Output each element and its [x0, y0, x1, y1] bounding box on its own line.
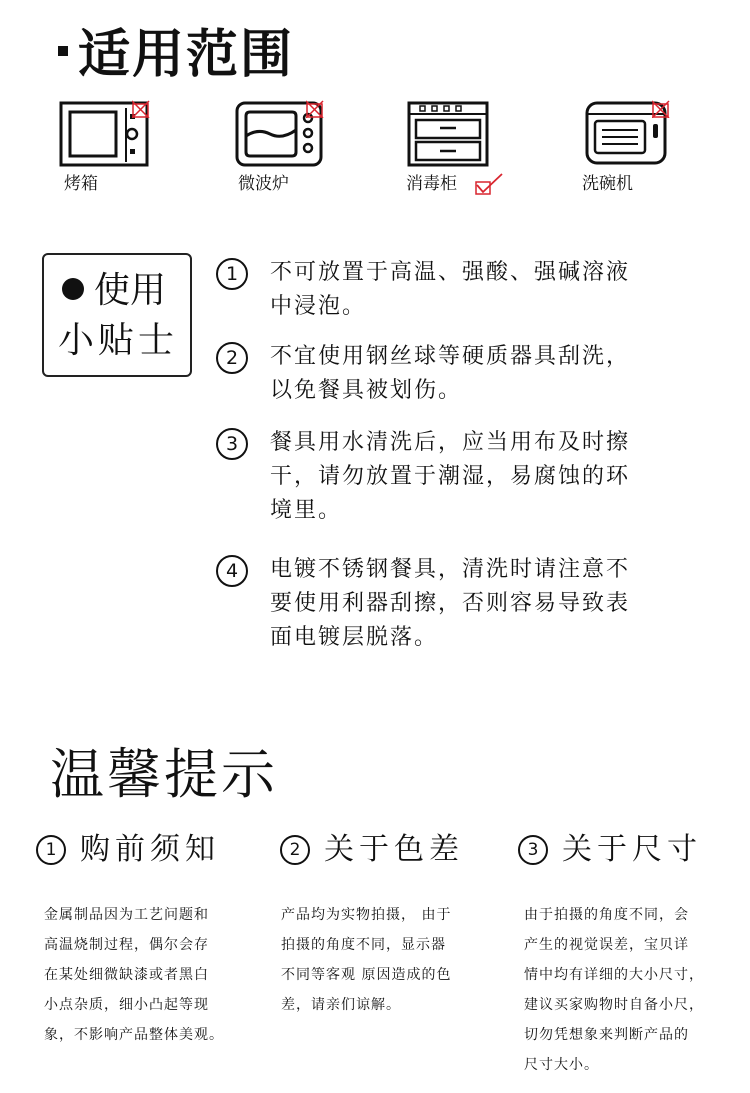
notice-heading-text: 购前须知 — [80, 832, 220, 867]
tip-item-4 — [270, 553, 690, 655]
usage-tips-title-line1 — [62, 269, 166, 313]
cross-mark-icon — [132, 100, 150, 118]
notice-line: 建议买家购物时自备小尺， — [524, 997, 704, 1013]
tip-line: 餐具用水清洗后，应当用布及时擦 — [270, 430, 631, 455]
appliance-microwave — [234, 100, 354, 210]
notice-number-2: 2 — [280, 835, 310, 865]
notice-heading-text: 关于尺寸 — [562, 832, 702, 867]
bullet-dot-icon — [62, 278, 84, 300]
tip-number-4: 4 — [216, 555, 248, 587]
tip-line: 面电镀层脱落。 — [270, 625, 439, 650]
notice-heading-2 — [280, 830, 464, 870]
tip-line: 中浸泡。 — [270, 294, 367, 319]
appliance-label-microwave: 微波炉 — [238, 174, 289, 194]
cross-mark-icon — [652, 100, 670, 118]
notice-heading-3 — [518, 830, 702, 870]
tip-item-3 — [270, 426, 690, 528]
notice-body-3 — [524, 900, 704, 1080]
notice-body-2 — [281, 900, 451, 1020]
disinfection-cabinet-icon — [406, 100, 490, 170]
notice-heading-1 — [36, 830, 220, 870]
title-bullet — [58, 46, 68, 56]
notice-line: 由于拍摄的角度不同，会 — [524, 907, 689, 923]
tip-number-3: 3 — [216, 428, 248, 460]
notice-heading-text: 关于色差 — [324, 832, 464, 867]
tip-line: 电镀不锈钢餐具，清洗时请注意不 — [270, 557, 631, 582]
check-mark-icon — [474, 172, 504, 196]
tip-line: 要使用利器刮擦，否则容易导致表 — [270, 591, 631, 616]
tip-item-1 — [270, 256, 690, 324]
tip-line: 以免餐具被划伤。 — [270, 378, 463, 403]
notice-line: 小点杂质，细小凸起等现 — [44, 997, 209, 1013]
usage-tips-title-line2: 小贴士 — [58, 320, 179, 361]
cross-mark-icon — [306, 100, 324, 118]
tip-number-2: 2 — [216, 342, 248, 374]
notice-line: 象，不影响产品整体美观。 — [44, 1027, 224, 1043]
usage-tips-box — [42, 253, 192, 377]
notice-line: 高温烧制过程，偶尔会存 — [44, 937, 209, 953]
tip-line: 境里。 — [270, 498, 343, 523]
notice-line: 在某处细微缺漆或者黑白 — [44, 967, 209, 983]
notice-line: 尺寸大小。 — [524, 1057, 599, 1073]
tip-line: 不可放置于高温、强酸、强碱溶液 — [270, 260, 631, 285]
notice-number-1: 1 — [36, 835, 66, 865]
notice-line: 拍摄的角度不同，显示器 — [281, 937, 446, 953]
notice-line: 情中均有详细的大小尺寸， — [524, 967, 704, 983]
warm-notice-title: 温馨提示 — [50, 743, 278, 806]
notice-line: 产品均为实物拍摄， 由于 — [281, 907, 452, 923]
tip-line: 不宜使用钢丝球等硬质器具刮洗， — [270, 344, 631, 369]
notice-line: 金属制品因为工艺问题和 — [44, 907, 209, 923]
notice-body-1 — [44, 900, 224, 1050]
appliance-dishwasher — [584, 100, 704, 210]
tip-number-1: 1 — [216, 258, 248, 290]
notice-number-3: 3 — [518, 835, 548, 865]
applicable-range-title: 适用范围 — [78, 25, 295, 85]
appliance-label-disinfection-cabinet: 消毒柜 — [406, 174, 457, 194]
notice-line: 产生的视觉误差，宝贝详 — [524, 937, 689, 953]
appliance-label-dishwasher: 洗碗机 — [582, 174, 633, 194]
notice-line: 不同等客观 原因造成的色 — [281, 967, 452, 983]
appliance-label-oven: 烤箱 — [64, 174, 98, 194]
tip-line: 干，请勿放置于潮湿，易腐蚀的环 — [270, 464, 631, 489]
notice-line: 差，请亲们谅解。 — [281, 997, 401, 1013]
usage-tips-title-text: 使用 — [94, 270, 167, 311]
tip-item-2 — [270, 340, 690, 408]
appliance-disinfection-cabinet — [406, 100, 526, 210]
notice-line: 切勿凭想象来判断产品的 — [524, 1027, 689, 1043]
appliance-oven — [58, 100, 178, 210]
